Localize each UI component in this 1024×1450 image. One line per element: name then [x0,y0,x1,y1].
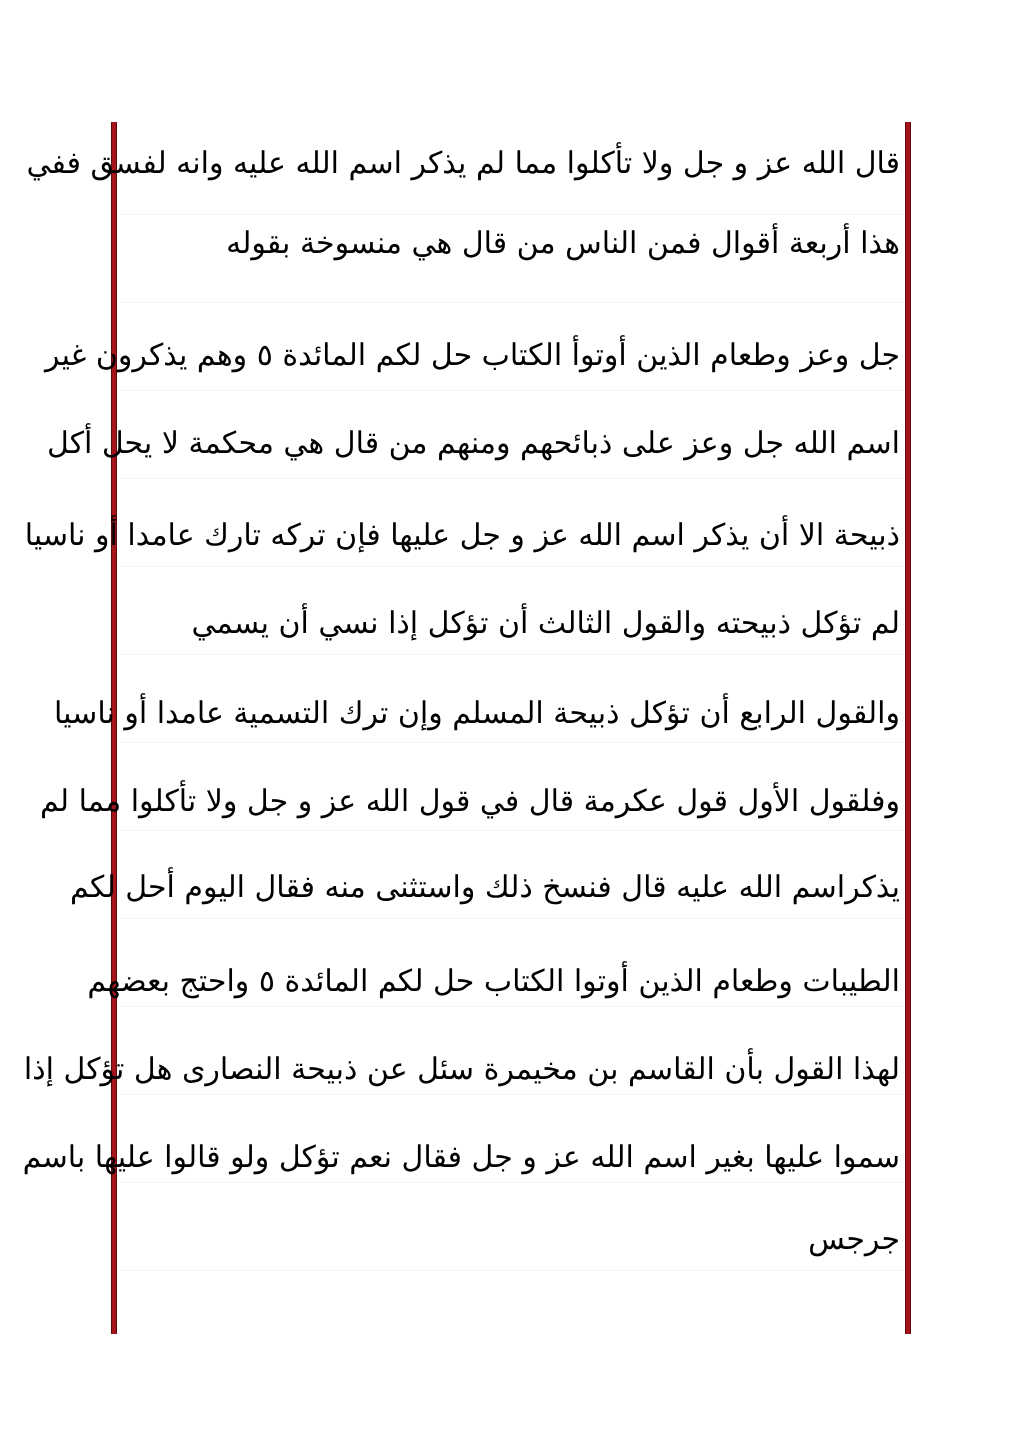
text-line-6: لم تؤكل ذبيحته والقول الثالث أن تؤكل إذا نسي أن يسمي [191,606,900,641]
text-line-10: الطيبات وطعام الذين أوتوا الكتاب حل لكم المائدة ٥ واحتج بعضهم [87,964,900,999]
text-line-1: قال الله عز و جل ولا تأكلوا مما لم يذكر اسم الله عليه وانه لفسق ففي [26,146,900,181]
text-line-4: اسم الله جل وعز على ذبائحهم ومنهم من قال هي محكمة لا يحل أكل [46,426,900,461]
text-line-8: وفلقول الأول قول عكرمة قال في قول الله عز و جل ولا تأكلوا مما لم [39,784,900,819]
text-block [22,122,904,1334]
text-line-13: جرجس [808,1222,900,1257]
text-line-12: سموا عليها بغير اسم الله عز و جل فقال نعم تؤكل ولو قالوا عليها باسم [22,1140,900,1175]
text-line-2: هذا أربعة أقوال فمن الناس من قال هي منسوخة بقوله [226,226,900,261]
text-line-7: والقول الرابع أن تؤكل ذبيحة المسلم وإن ترك التسمية عامدا أو ناسيا [53,696,900,731]
text-line-11: لهذا القول بأن القاسم بن مخيمرة سئل عن ذبيحة النصارى هل تؤكل إذا [23,1052,900,1087]
text-line-3: جل وعز وطعام الذين أوتوأ الكتاب حل لكم المائدة ٥ وهم يذكرون غير [45,338,900,373]
text-line-9: يذكراسم الله عليه قال فنسخ ذلك واستثنى منه فقال اليوم أحل لكم [70,870,900,905]
text-line-5: ذبيحة الا أن يذكر اسم الله عز و جل عليها فإن تركه تارك عامدا أو ناسيا [24,518,900,553]
row-divider [118,302,904,303]
right-border-bar [905,122,911,1334]
